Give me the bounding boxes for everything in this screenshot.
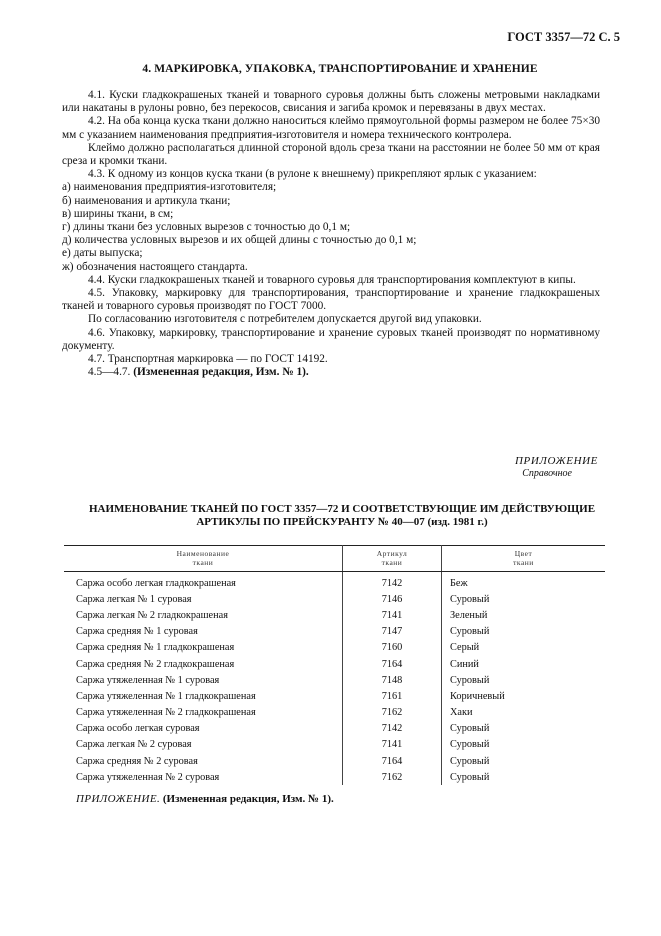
cell-fabric-name: Саржа легкая № 2 суровая bbox=[64, 737, 343, 753]
page-header: ГОСТ 3357—72 С. 5 bbox=[507, 30, 620, 44]
cell-color: Синий bbox=[450, 658, 479, 670]
table-title-line: НАИМЕНОВАНИЕ ТКАНЕЙ ПО ГОСТ 3357—72 И СООТВЕТСТВУЮЩИЕ ИМ ДЕЙСТВУЮЩИЕ bbox=[88, 503, 596, 515]
cell-article: 7160 bbox=[343, 640, 442, 656]
cell-article: 7141 bbox=[343, 737, 442, 753]
table-row bbox=[64, 737, 605, 753]
cell-color: Серый bbox=[450, 642, 480, 654]
cell-fabric-name: Саржа утяжеленная № 1 гладкокрашеная bbox=[64, 688, 343, 704]
footer-text: (Измененная редакция, Изм. № 1). bbox=[162, 793, 334, 805]
paragraph-stamp: Клеймо должно располагаться длинной стороной вдоль среза ткани на расстоянии не более 50 мм от края среза и кромки ткани. bbox=[62, 141, 600, 168]
cell-color: Суровый bbox=[450, 626, 490, 638]
cell-color: Беж bbox=[450, 577, 468, 589]
header-article: Артикул ткани bbox=[343, 546, 442, 572]
cell-article: 7142 bbox=[343, 572, 442, 592]
table-row bbox=[64, 672, 605, 688]
header-name: Наименование ткани bbox=[64, 546, 343, 572]
cell-article: 7161 bbox=[343, 688, 442, 704]
table-title bbox=[62, 503, 622, 528]
paragraph-4-7: 4.7. Транспортная маркировка — по ГОСТ 14192. bbox=[88, 353, 328, 366]
list-item: ж) обозначения настоящего стандарта. bbox=[62, 260, 248, 273]
footer-note bbox=[76, 793, 334, 805]
paragraph-4-6: 4.6. Упаковку, маркировку, транспортирование и хранение суровых тканей производят по нормативному документу. bbox=[62, 326, 600, 352]
cell-article: 7164 bbox=[343, 656, 442, 672]
table-row bbox=[64, 624, 605, 640]
appendix-subtitle: Справочное bbox=[522, 468, 572, 479]
list-item: е) даты выпуска; bbox=[62, 247, 143, 260]
cell-fabric-name: Саржа легкая № 1 суровая bbox=[64, 591, 343, 607]
paragraph-4-5: 4.5. Упаковку, маркировку для транспортирования, транспортирование и хранение гладкокрашеных тканей и товарного суровья производят по ГОСТ 7000. bbox=[62, 287, 600, 313]
paragraph-4-2: 4.2. На оба конца куска ткани должно наноситься клеймо прямоугольной формы размером не более 75×30 мм с указанием наименования предприятия-изготовителя и номера технического контролера. bbox=[62, 115, 600, 141]
revision-text: (Измененная редакция, Изм. № 1). bbox=[133, 366, 309, 379]
cell-fabric-name: Саржа утяжеленная № 2 суровая bbox=[64, 769, 343, 785]
cell-fabric-name: Саржа утяжеленная № 1 суровая bbox=[64, 672, 343, 688]
cell-color: Коричневый bbox=[450, 690, 505, 702]
cell-article: 7148 bbox=[343, 672, 442, 688]
cell-color: Зеленый bbox=[450, 609, 488, 621]
list-item: в) ширины ткани, в см; bbox=[62, 207, 174, 220]
fabric-table bbox=[64, 545, 605, 785]
appendix-title: ПРИЛОЖЕНИЕ bbox=[515, 455, 598, 467]
revision-note bbox=[62, 366, 600, 379]
table-row bbox=[64, 705, 605, 721]
cell-fabric-name: Саржа средняя № 1 суровая bbox=[64, 624, 343, 640]
cell-color: Суровый bbox=[450, 723, 490, 735]
table-row bbox=[64, 640, 605, 656]
footer-label: ПРИЛОЖЕНИЕ. bbox=[76, 793, 161, 805]
cell-fabric-name: Саржа особо легкая гладкокрашеная bbox=[64, 572, 343, 592]
cell-fabric-name: Саржа средняя № 2 суровая bbox=[64, 753, 343, 769]
table-row bbox=[64, 721, 605, 737]
cell-color: Хаки bbox=[450, 707, 473, 719]
table-row bbox=[64, 688, 605, 704]
table-row bbox=[64, 607, 605, 623]
cell-article: 7162 bbox=[343, 705, 442, 721]
section-title: 4. МАРКИРОВКА, УПАКОВКА, ТРАНСПОРТИРОВАНИЕ И ХРАНЕНИЕ bbox=[142, 63, 538, 75]
cell-color: Суровый bbox=[450, 755, 490, 767]
cell-fabric-name: Саржа средняя № 1 гладкокрашеная bbox=[64, 640, 343, 656]
cell-fabric-name: Саржа средняя № 2 гладкокрашеная bbox=[64, 656, 343, 672]
table-header-row bbox=[64, 546, 605, 572]
table-row bbox=[64, 656, 605, 672]
cell-color: Суровый bbox=[450, 593, 490, 605]
revision-range: 4.5—4.7. bbox=[88, 366, 131, 379]
cell-article: 7147 bbox=[343, 624, 442, 640]
list-item: б) наименования и артикула ткани; bbox=[62, 194, 231, 207]
cell-fabric-name: Саржа особо легкая суровая bbox=[64, 721, 343, 737]
table-row bbox=[64, 591, 605, 607]
list-item: д) количества условных вырезов и их общей длины с точностью до 0,1 м; bbox=[62, 234, 417, 247]
cell-fabric-name: Саржа утяжеленная № 2 гладкокрашеная bbox=[64, 705, 343, 721]
paragraph-4-1: 4.1. Куски гладкокрашеных тканей и товарного суровья должны быть сложены метровыми накладками или накатаны в рулоны ровно, без перекосов, свисания и загиба кромок и перевязаны в двух местах. bbox=[62, 89, 600, 115]
section-body bbox=[62, 89, 600, 379]
header-color: Цвет ткани bbox=[442, 546, 606, 572]
cell-article: 7162 bbox=[343, 769, 442, 785]
cell-article: 7164 bbox=[343, 753, 442, 769]
cell-color: Суровый bbox=[450, 674, 490, 686]
table-row bbox=[64, 753, 605, 769]
cell-color: Суровый bbox=[450, 739, 490, 751]
cell-color: Суровый bbox=[450, 771, 490, 783]
table-row bbox=[64, 769, 605, 785]
paragraph-4-4: 4.4. Куски гладкокрашеных тканей и товарного суровья для транспортирования комплектуют в кипы. bbox=[88, 273, 576, 286]
cell-article: 7141 bbox=[343, 607, 442, 623]
list-item: г) длины ткани без условных вырезов с точностью до 0,1 м; bbox=[62, 221, 351, 234]
table-title-line: АРТИКУЛЫ ПО ПРЕЙСКУРАНТУ № 40—07 (изд. 1981 г.) bbox=[196, 515, 488, 528]
table-row bbox=[64, 572, 605, 592]
list-item: а) наименования предприятия-изготовителя; bbox=[62, 181, 277, 194]
cell-fabric-name: Саржа легкая № 2 гладкокрашеная bbox=[64, 607, 343, 623]
cell-article: 7142 bbox=[343, 721, 442, 737]
paragraph-4-3: 4.3. К одному из концов куска ткани (в рулоне к внешнему) прикрепляют ярлык с указанием: bbox=[88, 168, 537, 181]
cell-article: 7146 bbox=[343, 591, 442, 607]
paragraph-agreement: По согласованию изготовителя с потребителем допускается другой вид упаковки. bbox=[88, 313, 482, 326]
